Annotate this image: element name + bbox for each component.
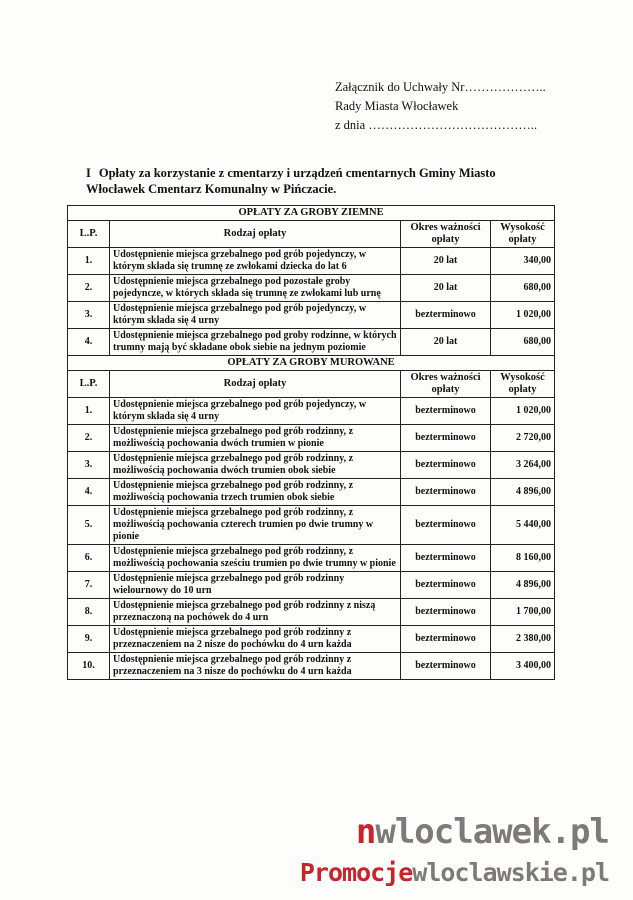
table-row xyxy=(68,653,555,680)
col-period-header: Okres ważności opłaty xyxy=(401,221,491,248)
row-period: bezterminowo xyxy=(401,479,491,506)
row-description: Udostępnienie miejsca grzebalnego pod grób rodzinny, z możliwością pochowania czterech trumien po dwie trumny w pionie xyxy=(110,506,401,545)
row-period: 20 lat xyxy=(401,329,491,356)
group-title: OPŁATY ZA GROBY ZIEMNE xyxy=(68,206,555,221)
row-lp: 3. xyxy=(68,302,110,329)
table-row xyxy=(68,398,555,425)
row-amount: 1 020,00 xyxy=(491,398,555,425)
table-row xyxy=(68,248,555,275)
group-header-row xyxy=(68,206,555,221)
section-title-text: Opłaty za korzystanie z cmentarzy i urządzeń cmentarnych Gminy Miasto Włocławek Cmentarz Komunalny w Pińczacie. xyxy=(86,166,496,196)
row-amount: 2 380,00 xyxy=(491,626,555,653)
col-lp-header: L.P. xyxy=(68,371,110,398)
row-lp: 2. xyxy=(68,425,110,452)
row-lp: 8. xyxy=(68,599,110,626)
col-amount-header: Wysokość opłaty xyxy=(491,221,555,248)
row-description: Udostępnienie miejsca grzebalnego pod grób rodzinny z niszą przeznaczoną na pochówek do 4 urn xyxy=(110,599,401,626)
group-title: OPŁATY ZA GROBY MUROWANE xyxy=(68,356,555,371)
row-period: bezterminowo xyxy=(401,572,491,599)
row-period: 20 lat xyxy=(401,248,491,275)
row-lp: 2. xyxy=(68,275,110,302)
row-amount: 680,00 xyxy=(491,275,555,302)
table-row xyxy=(68,275,555,302)
col-type-header: Rodzaj opłaty xyxy=(110,371,401,398)
row-lp: 6. xyxy=(68,545,110,572)
row-amount: 340,00 xyxy=(491,248,555,275)
row-lp: 1. xyxy=(68,248,110,275)
row-amount: 5 440,00 xyxy=(491,506,555,545)
watermark-rest-2: wloclawskie.pl xyxy=(412,858,609,887)
row-lp: 5. xyxy=(68,506,110,545)
row-period: bezterminowo xyxy=(401,302,491,329)
watermark-accent-1: n xyxy=(355,812,376,852)
row-description: Udostępnienie miejsca grzebalnego pod groby rodzinne, w których trumny mają być składane obok siebie na jednym poziomie xyxy=(110,329,401,356)
watermark-nwloclawek xyxy=(356,812,609,852)
group-header-row xyxy=(68,356,555,371)
row-description: Udostępnienie miejsca grzebalnego pod grób pojedynczy, w którym składa się trumnę ze zwłokami dziecka do lat 6 xyxy=(110,248,401,275)
row-amount: 1 700,00 xyxy=(491,599,555,626)
watermark-accent-2: Promocje xyxy=(299,858,413,887)
table-row xyxy=(68,479,555,506)
column-header-row xyxy=(68,371,555,398)
section-number: I xyxy=(86,166,91,180)
row-lp: 7. xyxy=(68,572,110,599)
table-row xyxy=(68,626,555,653)
row-description: Udostępnienie miejsca grzebalnego pod grób rodzinny, z możliwością pochowania dwóch trumien w pionie xyxy=(110,425,401,452)
row-description: Udostępnienie miejsca grzebalnego pod pozostałe groby pojedyncze, w których składa się trumnę ze zwłokami lub urnę xyxy=(110,275,401,302)
row-period: bezterminowo xyxy=(401,545,491,572)
row-description: Udostępnienie miejsca grzebalnego pod grób pojedynczy, w którym składa się 4 urny xyxy=(110,302,401,329)
row-amount: 4 896,00 xyxy=(491,479,555,506)
row-period: bezterminowo xyxy=(401,398,491,425)
row-period: bezterminowo xyxy=(401,626,491,653)
row-amount: 2 720,00 xyxy=(491,425,555,452)
col-type-header: Rodzaj opłaty xyxy=(110,221,401,248)
row-period: bezterminowo xyxy=(401,653,491,680)
col-lp-header: L.P. xyxy=(68,221,110,248)
table-row xyxy=(68,425,555,452)
table-row xyxy=(68,452,555,479)
row-description: Udostępnienie miejsca grzebalnego pod grób rodzinny, z możliwością pochowania dwóch trumien obok siebie xyxy=(110,452,401,479)
column-header-row xyxy=(68,221,555,248)
row-amount: 8 160,00 xyxy=(491,545,555,572)
table-row xyxy=(68,329,555,356)
row-description: Udostępnienie miejsca grzebalnego pod grób rodzinny wielournowy do 10 urn xyxy=(110,572,401,599)
row-description: Udostępnienie miejsca grzebalnego pod grób pojedynczy, w którym składa się 4 urny xyxy=(110,398,401,425)
row-description: Udostępnienie miejsca grzebalnego pod grób rodzinny z przeznaczeniem na 3 nisze do pochówku do 4 urn każda xyxy=(110,653,401,680)
row-amount: 680,00 xyxy=(491,329,555,356)
col-amount-header: Wysokość opłaty xyxy=(491,371,555,398)
row-lp: 1. xyxy=(68,398,110,425)
table-row xyxy=(68,599,555,626)
row-description: Udostępnienie miejsca grzebalnego pod grób rodzinny, z możliwością pochowania sześciu trumien po dwie trumny w pionie xyxy=(110,545,401,572)
row-description: Udostępnienie miejsca grzebalnego pod grób rodzinny, z możliwością pochowania trzech trumien obok siebie xyxy=(110,479,401,506)
section-title xyxy=(86,165,556,197)
table-row xyxy=(68,302,555,329)
row-lp: 4. xyxy=(68,329,110,356)
row-amount: 3 264,00 xyxy=(491,452,555,479)
row-period: bezterminowo xyxy=(401,425,491,452)
row-lp: 3. xyxy=(68,452,110,479)
row-period: bezterminowo xyxy=(401,599,491,626)
watermark-rest-1: wloclawek.pl xyxy=(375,812,609,852)
attachment-line-date: z dnia ………………………………….. xyxy=(335,118,538,132)
row-amount: 1 020,00 xyxy=(491,302,555,329)
table-row xyxy=(68,506,555,545)
row-lp: 9. xyxy=(68,626,110,653)
table-row xyxy=(68,545,555,572)
fees-table-body xyxy=(68,206,555,680)
attachment-line-resolution: Załącznik do Uchwały Nr……………….. xyxy=(335,80,546,94)
row-period: 20 lat xyxy=(401,275,491,302)
attachment-header xyxy=(335,78,546,135)
row-amount: 3 400,00 xyxy=(491,653,555,680)
row-description: Udostępnienie miejsca grzebalnego pod grób rodzinny z przeznaczeniem na 2 nisze do pochówku do 4 urn każda xyxy=(110,626,401,653)
row-period: bezterminowo xyxy=(401,506,491,545)
attachment-line-council: Rady Miasta Włocławek xyxy=(335,99,459,113)
row-amount: 4 896,00 xyxy=(491,572,555,599)
row-lp: 10. xyxy=(68,653,110,680)
row-lp: 4. xyxy=(68,479,110,506)
watermark-promocje xyxy=(300,858,609,887)
col-period-header: Okres ważności opłaty xyxy=(401,371,491,398)
row-period: bezterminowo xyxy=(401,452,491,479)
fees-table xyxy=(67,205,555,680)
table-row xyxy=(68,572,555,599)
